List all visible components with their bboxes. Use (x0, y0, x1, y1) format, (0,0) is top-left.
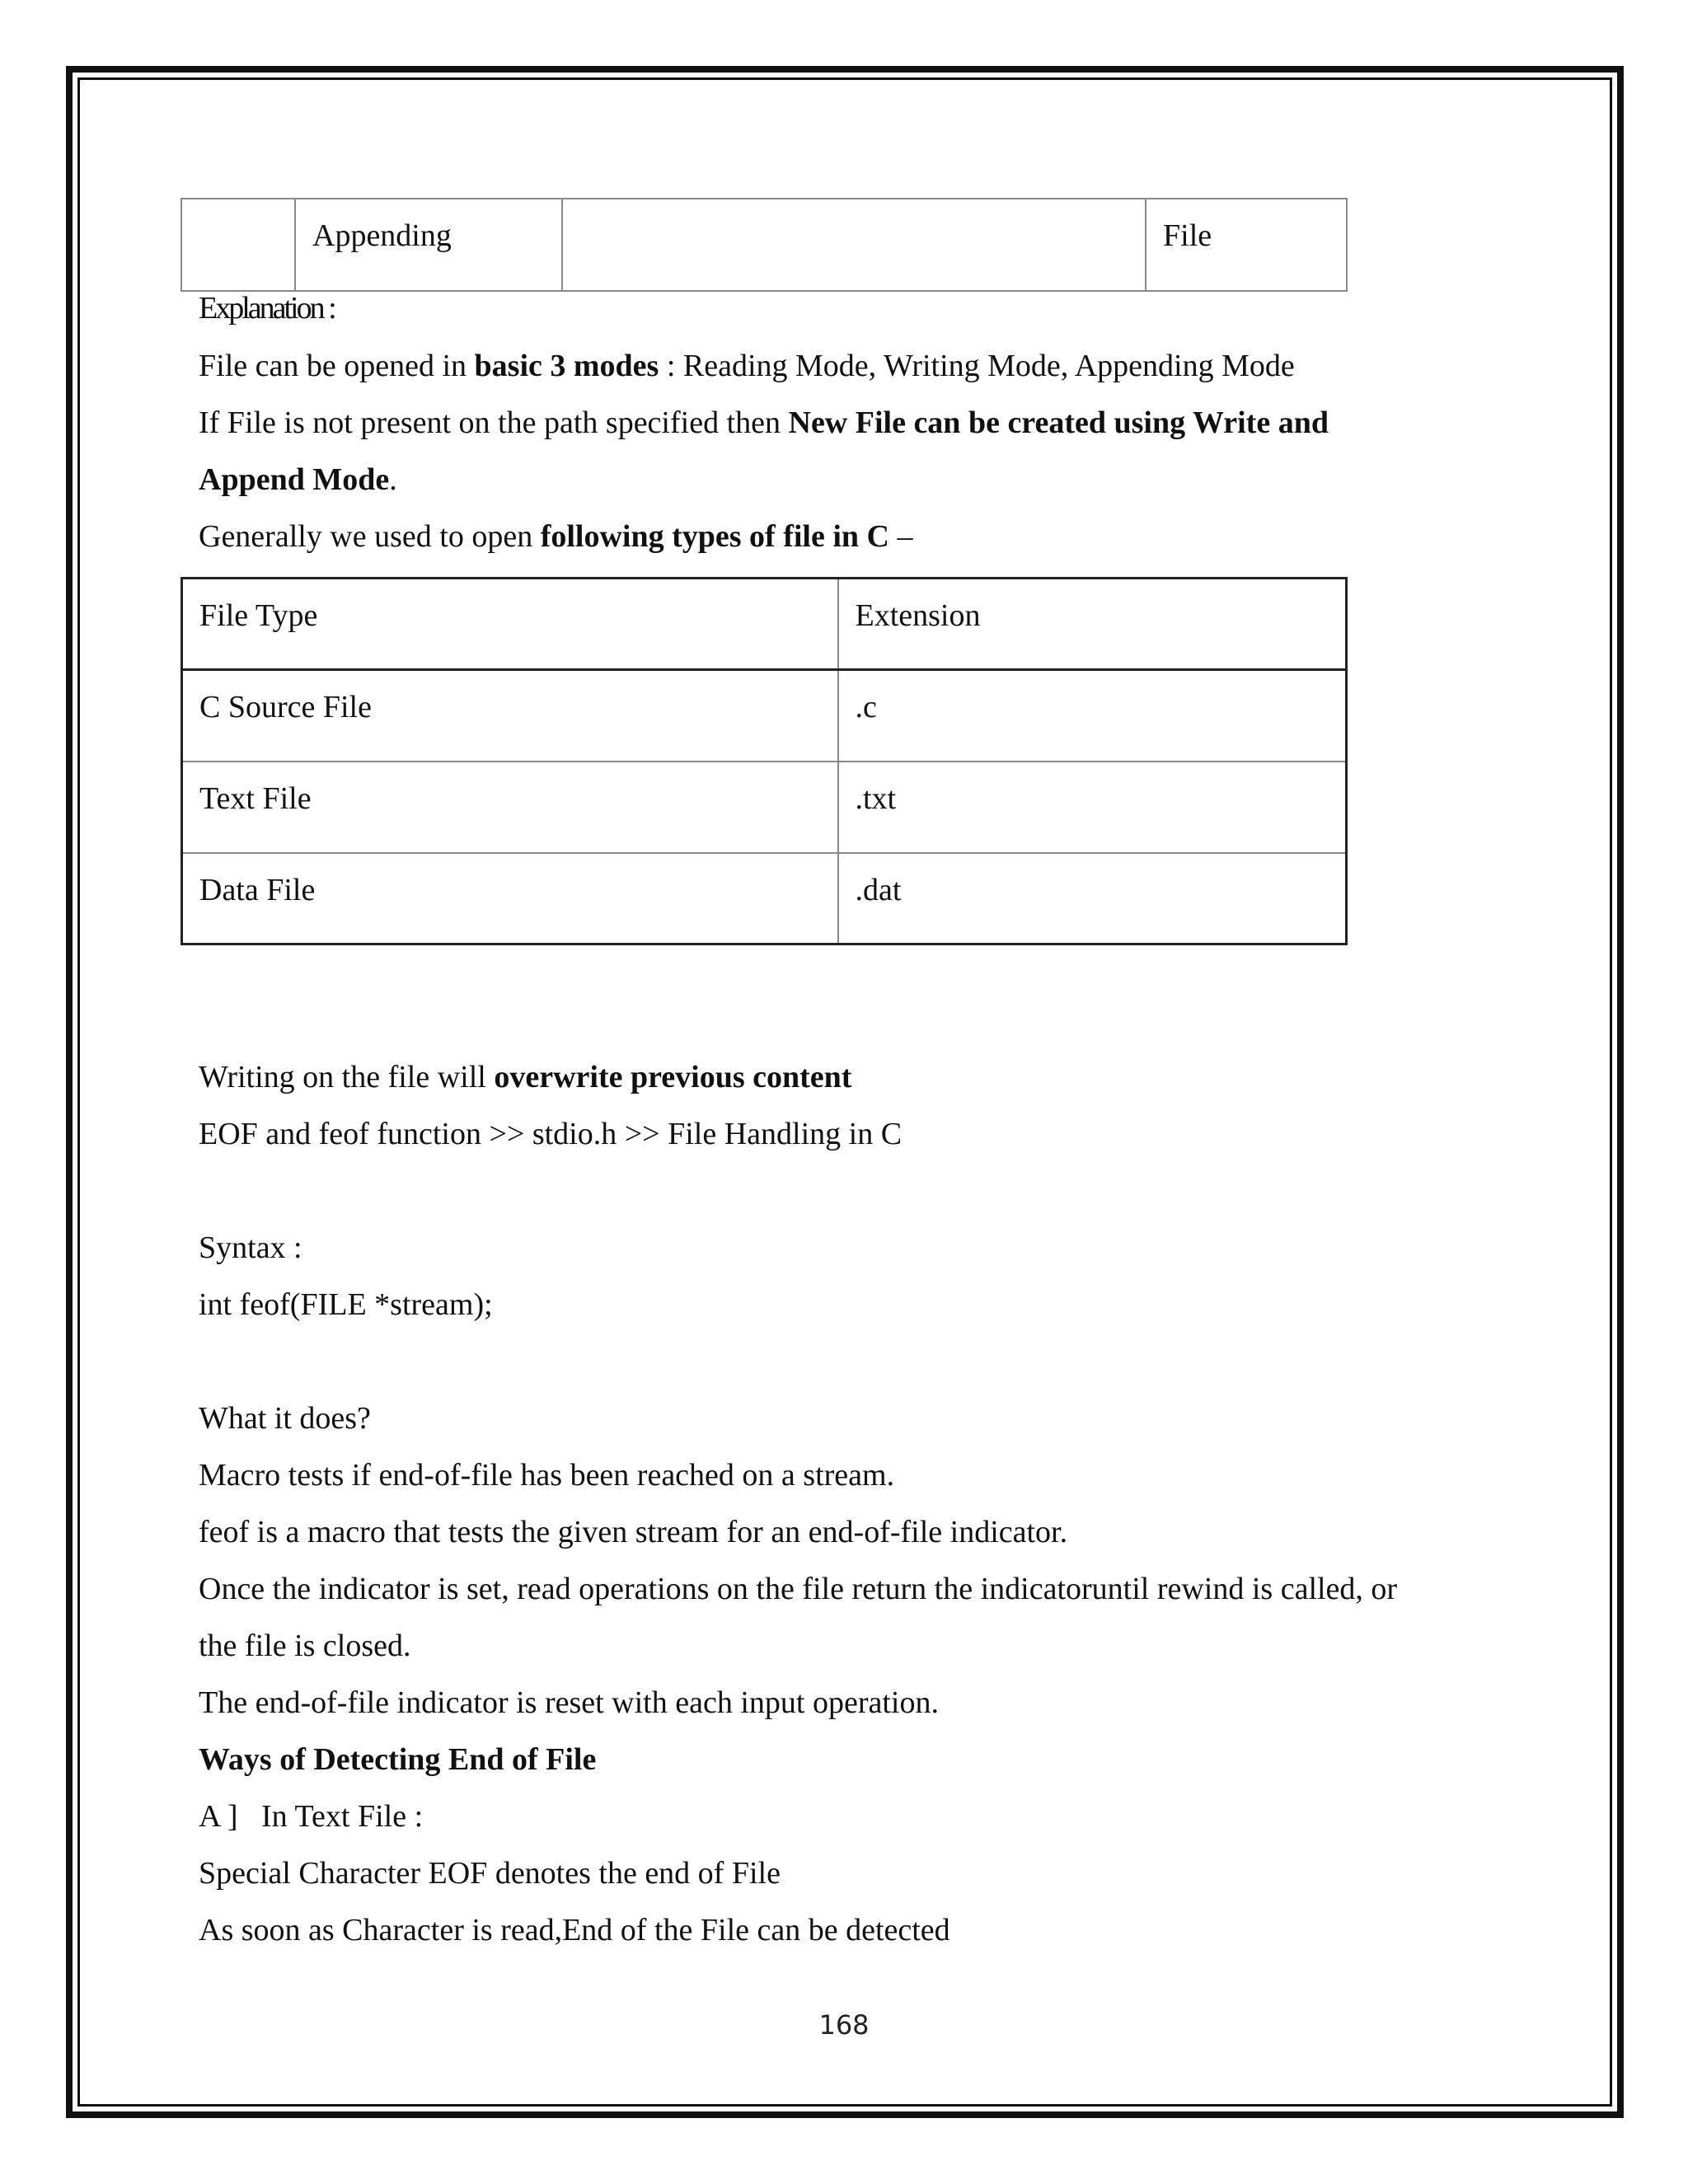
page-number: 168 (818, 2009, 870, 2041)
paragraph-new-file: If File is not present on the path specified then New File can be created using Write and (199, 405, 1329, 440)
paragraph-append-mode: Append Mode. (199, 462, 397, 497)
table-cell: File (1146, 199, 1347, 291)
paragraph-modes: File can be opened in basic 3 modes : Reading Mode, Writing Mode, Appending Mode (199, 349, 1295, 383)
file-types-table (181, 577, 1348, 945)
paragraph-file-types-intro: Generally we used to open following types of file in C – (199, 519, 913, 554)
paragraph-overwrite: Writing on the file will overwrite previous content (199, 1060, 852, 1094)
table-header-row (182, 579, 1347, 670)
syntax-label: Syntax : (199, 1230, 302, 1265)
table-cell: .dat (838, 853, 1347, 944)
table-row (181, 199, 1347, 291)
table-cell: Text File (182, 762, 838, 853)
explanation-label: Explanation : (199, 291, 335, 326)
description-line: feof is a macro that tests the given stream for an end-of-file indicator. (199, 1515, 1068, 1549)
table-row (182, 762, 1347, 853)
table-row (182, 670, 1347, 762)
description-line: Macro tests if end-of-file has been reached on a stream. (199, 1458, 895, 1493)
description-line: the file is closed. (199, 1629, 411, 1663)
table-row (182, 853, 1347, 944)
table-cell: Appending (295, 199, 562, 291)
description-line: Once the indicator is set, read operations on the file return the indicatoruntil rewind is called, or (199, 1572, 1398, 1606)
description-line: The end-of-file indicator is reset with each input operation. (199, 1685, 939, 1720)
syntax-code: int feof(FILE *stream); (199, 1287, 493, 1322)
modes-table-fragment (181, 198, 1348, 292)
column-header-extension: Extension (838, 579, 1347, 670)
subsection-label: A ] In Text File : (199, 1799, 424, 1834)
what-it-does-label: What it does? (199, 1401, 371, 1436)
description-line: Special Character EOF denotes the end of File (199, 1856, 781, 1891)
table-cell (562, 199, 1146, 291)
description-line: As soon as Character is read,End of the File can be detected (199, 1913, 950, 1947)
table-cell (181, 199, 295, 291)
table-cell: .txt (838, 762, 1347, 853)
table-cell: .c (838, 670, 1347, 762)
section-heading: Ways of Detecting End of File (199, 1742, 597, 1777)
column-header-file-type: File Type (182, 579, 838, 670)
table-cell: C Source File (182, 670, 838, 762)
table-cell: Data File (182, 853, 838, 944)
paragraph-eof-feof: EOF and feof function >> stdio.h >> File Handling in C (199, 1117, 903, 1151)
